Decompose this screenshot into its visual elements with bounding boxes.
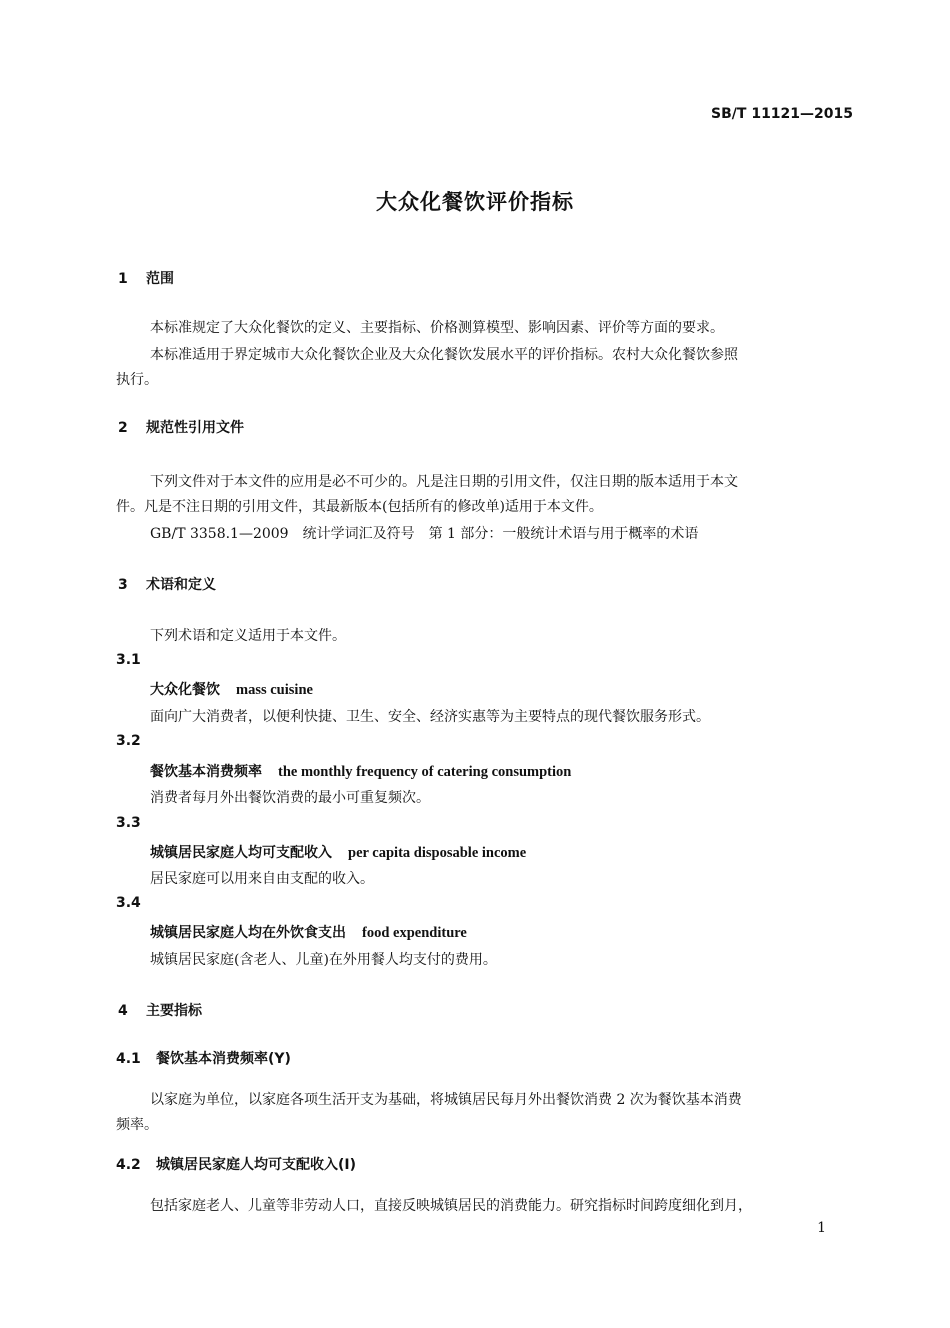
term-english: mass cuisine xyxy=(236,682,313,698)
term-title xyxy=(150,842,526,862)
section-3-heading xyxy=(118,574,216,594)
term-number: 3.2 xyxy=(116,733,141,749)
term-chinese: 大众化餐饮 xyxy=(150,682,220,698)
term-definition: 城镇居民家庭(含老人、儿童)在外用餐人均支付的费用。 xyxy=(150,952,497,968)
section-number: 1 xyxy=(118,271,128,287)
term-number: 3.1 xyxy=(116,652,141,668)
section-3-intro: 下列术语和定义适用于本文件。 xyxy=(150,628,346,644)
term-number: 3.4 xyxy=(116,895,141,911)
page-number: 1 xyxy=(817,1220,826,1236)
subsection-number: 4.2 xyxy=(116,1157,141,1173)
section-2-paragraph-line-2: 件。凡是不注日期的引用文件，其最新版本(包括所有的修改单)适用于本文件。 xyxy=(116,499,603,515)
section-title: 主要指标 xyxy=(146,1003,202,1019)
section-4-heading xyxy=(118,1000,202,1020)
section-number: 3 xyxy=(118,577,128,593)
document-title: 大众化餐饮评价指标 xyxy=(376,190,574,214)
section-1-paragraph-2-line-1: 本标准适用于界定城市大众化餐饮企业及大众化餐饮发展水平的评价指标。农村大众化餐饮参照 xyxy=(150,347,738,363)
term-title xyxy=(150,679,313,699)
term-chinese: 城镇居民家庭人均在外饮食支出 xyxy=(150,925,346,941)
term-definition: 面向广大消费者，以便利快捷、卫生、安全、经济实惠等为主要特点的现代餐饮服务形式。 xyxy=(150,709,710,725)
term-number: 3.3 xyxy=(116,815,141,831)
standard-number: SB/T 11121—2015 xyxy=(711,106,853,122)
section-title: 术语和定义 xyxy=(146,577,216,593)
term-english: per capita disposable income xyxy=(348,845,527,861)
section-1-heading xyxy=(118,268,174,288)
subsection-4-1-paragraph-line-1: 以家庭为单位，以家庭各项生活开支为基础，将城镇居民每月外出餐饮消费 2 次为餐饮基本消费 xyxy=(150,1092,742,1108)
section-1-paragraph-2-line-2: 执行。 xyxy=(116,372,158,388)
term-chinese: 餐饮基本消费频率 xyxy=(150,764,262,780)
normative-reference: GB/T 3358.1—2009 统计学词汇及符号 第 1 部分：一般统计术语与用于概率的术语 xyxy=(150,526,699,542)
term-definition: 消费者每月外出餐饮消费的最小可重复频次。 xyxy=(150,790,430,806)
term-title xyxy=(150,761,571,781)
term-definition: 居民家庭可以用来自由支配的收入。 xyxy=(150,871,374,887)
section-number: 4 xyxy=(118,1003,128,1019)
subsection-4-2-paragraph: 包括家庭老人、儿童等非劳动人口，直接反映城镇居民的消费能力。研究指标时间跨度细化到月， xyxy=(150,1198,752,1214)
section-title: 规范性引用文件 xyxy=(146,420,244,436)
section-1-paragraph-1: 本标准规定了大众化餐饮的定义、主要指标、价格测算模型、影响因素、评价等方面的要求。 xyxy=(150,320,724,336)
section-2-paragraph-line-1: 下列文件对于本文件的应用是必不可少的。凡是注日期的引用文件，仅注日期的版本适用于本文 xyxy=(150,474,738,490)
subsection-number: 4.1 xyxy=(116,1051,141,1067)
section-number: 2 xyxy=(118,420,128,436)
subsection-4-1-paragraph-line-2: 频率。 xyxy=(116,1117,158,1133)
subsection-4-2-heading xyxy=(116,1154,356,1174)
subsection-title: 城镇居民家庭人均可支配收入(I) xyxy=(156,1157,357,1173)
section-title: 范围 xyxy=(146,271,174,287)
term-title xyxy=(150,922,467,942)
subsection-4-1-heading xyxy=(116,1048,291,1068)
subsection-title: 餐饮基本消费频率(Y) xyxy=(156,1051,291,1067)
term-english: the monthly frequency of catering consumption xyxy=(278,764,572,780)
term-english: food expenditure xyxy=(362,925,467,941)
section-2-heading xyxy=(118,417,244,437)
term-chinese: 城镇居民家庭人均可支配收入 xyxy=(150,845,332,861)
